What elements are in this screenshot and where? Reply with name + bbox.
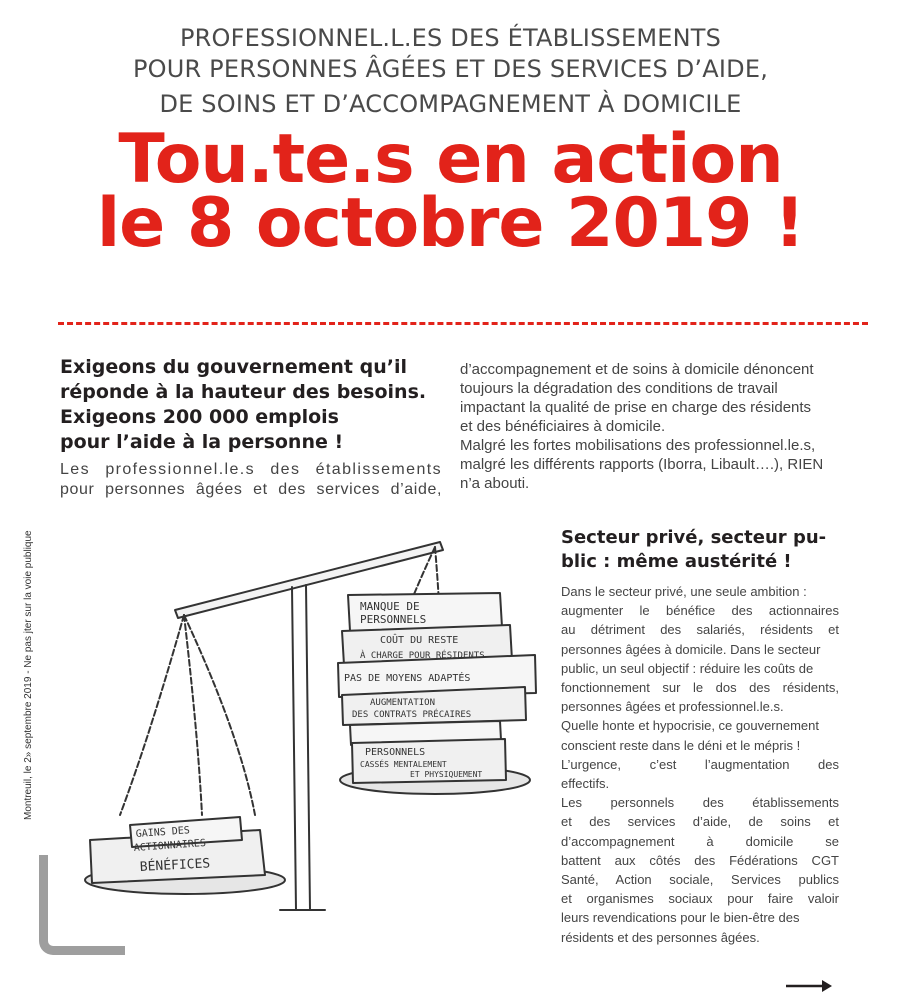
body-line: pour personnes âgées et des services d’aide, <box>60 481 442 498</box>
body-line: malgré les différents rapports (Iborra, Libault….), RIEN <box>460 456 824 473</box>
illus-label: MANQUE DE <box>360 600 420 613</box>
body-line: et des bénéficiaires à domicile. <box>460 418 666 435</box>
section1-heading <box>60 355 426 455</box>
body-line: et des services d’aide, de soins et <box>561 814 839 830</box>
section1-heading-line: pour l’aide à la personne ! <box>60 431 344 453</box>
section2-heading <box>561 526 826 574</box>
body-line: Les personnels des établissements <box>561 795 839 811</box>
scale-illustration <box>80 515 550 925</box>
sidebar-legal-note: Montreuil, le 2» septembre 2019 - Ne pas jter sur la voie publique <box>23 530 34 820</box>
header-line-3: DE SOINS ET D’ACCOMPAGNEMENT À DOMICILE <box>159 90 742 118</box>
section2-body <box>561 582 839 947</box>
body-line: conscient reste dans le déni et le mépris ! <box>561 737 801 753</box>
section1-body-right <box>460 360 840 493</box>
illus-label: PERSONNELS <box>365 747 426 758</box>
header-line-1: PROFESSIONNEL.L.ES DES ÉTABLISSEMENTS <box>179 24 722 52</box>
body-line: personnes âgées et professionnel.le.s. <box>561 699 784 715</box>
illus-label: GAINS DES <box>135 825 191 840</box>
headline-line-2: le 8 octobre 2019 ! <box>96 184 805 263</box>
body-line: effectifs. <box>561 776 610 792</box>
body-line: d’accompagnement et de soins à domicile dénoncent <box>460 361 814 378</box>
section1-heading-line: réponde à la hauteur des besoins. <box>60 381 427 403</box>
headline-line-1: Tou.te.s en action <box>118 120 783 199</box>
header-line-2: POUR PERSONNES ÂGÉES ET DES SERVICES D’AIDE, <box>132 55 769 83</box>
body-line: fonctionnement sur le dos des résidents, <box>561 680 839 696</box>
body-line: au détriment des salariés, résidents et <box>561 622 839 638</box>
body-line: augmenter le bénéfice des actionnaires <box>561 603 839 619</box>
illus-label: CASSÉS MENTALEMENT <box>360 760 447 769</box>
section-divider <box>58 322 868 325</box>
body-line: L’urgence, c’est l’augmentation des <box>561 756 839 772</box>
body-line: impactant la qualité de prise en charge des résidents <box>460 399 812 416</box>
body-line: résidents et des personnes âgées. <box>561 929 760 945</box>
body-line: Dans le secteur privé, une seule ambition : <box>561 584 807 599</box>
body-line: public, un seul objectif : réduire les coûts de <box>561 660 814 676</box>
body-line: personnes âgées à domicile. Dans le secteur <box>561 641 821 657</box>
body-line: Quelle honte et hypocrisie, ce gouvernement <box>561 718 819 734</box>
body-line: n’a abouti. <box>460 475 530 492</box>
body-line: Les professionnel.le.s des établissements <box>60 461 442 478</box>
section1-body-left <box>60 460 442 500</box>
body-line: toujours la dégradation des conditions de travail <box>460 380 778 397</box>
body-line: d’accompagnement à domicile se <box>561 833 839 849</box>
section2-heading-line: Secteur privé, secteur pu- <box>561 527 827 548</box>
illus-label: PAS DE MOYENS ADAPTÉS <box>344 673 471 684</box>
illus-label: PERSONNELS <box>360 613 427 626</box>
section1-heading-line: Exigeons 200 000 emplois <box>60 406 339 428</box>
illus-label: ET PHYSIQUEMENT <box>410 770 483 779</box>
arrow-right-icon[interactable] <box>784 978 834 994</box>
illus-label: ACTIONNAIRES <box>133 837 207 854</box>
illus-label: AUGMENTATION <box>370 698 436 708</box>
body-line: et organismes sociaux pour faire valoir <box>561 891 839 907</box>
body-line: leurs revendications pour le bien-être des <box>561 910 800 926</box>
section2-heading-line: blic : même austérité ! <box>561 551 792 572</box>
section1-heading-line: Exigeons du gouvernement qu’il <box>60 356 407 378</box>
illus-label: À CHARGE POUR RÉSIDENTS <box>360 651 485 661</box>
body-line: Santé, Action sociale, Services publics <box>561 872 839 888</box>
illus-label: DES CONTRATS PRÉCAIRES <box>352 710 472 720</box>
body-line: battent aux côtés des Fédérations CGT <box>561 852 839 868</box>
illus-label: COÛT DU RESTE <box>380 635 459 646</box>
body-line: Malgré les fortes mobilisations des professionnel.le.s, <box>460 437 816 454</box>
illus-label: BÉNÉFICES <box>139 856 211 875</box>
